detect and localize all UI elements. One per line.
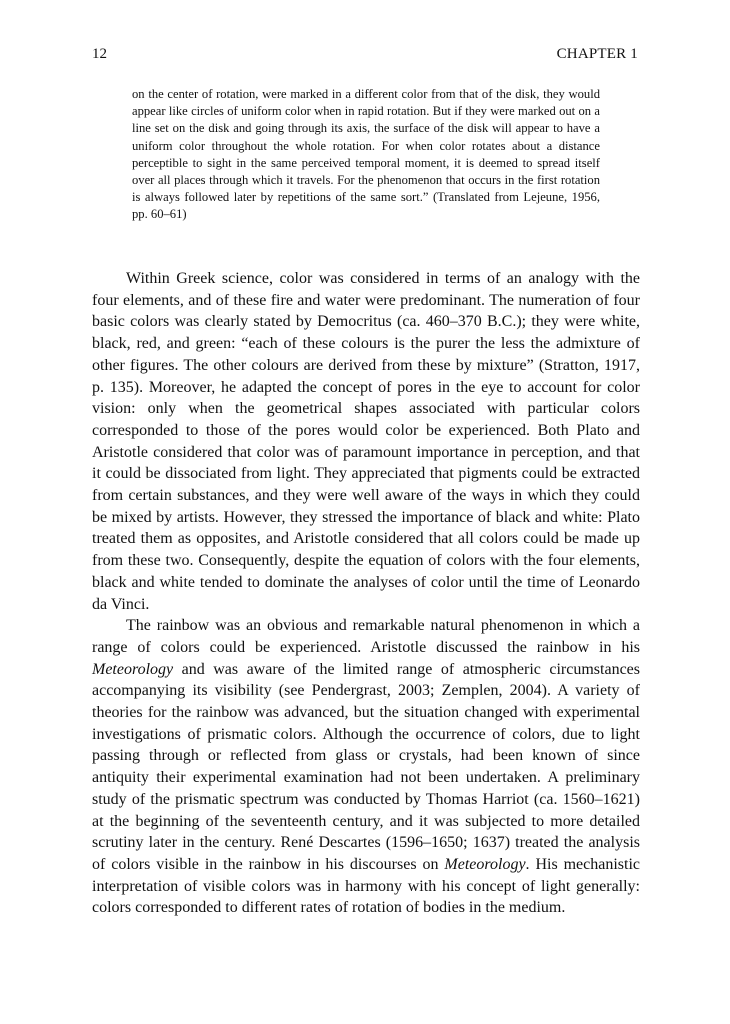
page-number: 12 bbox=[92, 46, 107, 62]
paragraph-rainbow bbox=[92, 615, 640, 919]
paragraph-rainbow-part-3: . His mechanistic interpretation of visible colors was in harmony with his concept of light generally: colors corresponded to different rates of rotation of bodies in the medium. bbox=[92, 855, 641, 917]
block-quote bbox=[132, 86, 600, 224]
paragraph-rainbow-part-2: and was aware of the limited range of atmospheric circumstances accompanying its visibility (see Pendergrast, 2003; Zemplen, 2004). A variety of theories for the rainbow was advanced, but the situation changed with experimental investigations of prismatic colors. Although the occurrence of colors, due to light passing through or reflected from glass or crystals, had been known of since antiquity their experimental examination had not been undertaken. A preliminary study of the prismatic spectrum was conducted by Thomas Harriot (ca. 1560–1621) at the beginning of the seventeenth century, and it was subjected to more detailed scrutiny later in the century. René Descartes (1596–1650; 1637) treated the analysis of colors visible in the rainbow in his discourses on bbox=[92, 660, 640, 873]
running-header bbox=[92, 44, 638, 68]
chapter-label: CHAPTER 1 bbox=[556, 46, 638, 62]
quote-text: on the center of rotation, were marked in a different color from that of the disk, they would appear like circles of uniform color when in rapid rotation. But if they were marked out on a line set on the disk and going through its axis, the surface of the disk will appear to have a uniform color throughout the whole rotation. For when color rotates about a distance perceptible to sight in the same perceived temporal moment, it is deemed to spread itself over all places through which it travels. For the phenomenon that occurs in the first rotation is always followed later by repetitions of the same sort.” (Translated from Lejeune, 1956, pp. 60–61) bbox=[132, 87, 600, 222]
main-text bbox=[92, 268, 640, 919]
meteorology-title-2: Meteorology bbox=[444, 855, 526, 873]
paragraph-greek-science: Within Greek science, color was considered in terms of an analogy with the four elements, and of these fire and water were predominant. The numeration of four basic colors was clearly stated by Democritus (ca. 460–370 B.C.); they were white, black, red, and green: “each of these colours is the purer the less the admixture of other figures. The other colours are derived from these by mixture” (Stratton, 1917, p. 135). Moreover, he adapted the concept of pores in the eye to account for color vision: only when the geometrical shapes associated with particular colors corresponded to those of the pores would color be experienced. Both Plato and Aristotle considered that color was of paramount importance in perception, and that it could be dissociated from light. They appreciated that pigments could be extracted from certain substances, and they were well aware of the ways in which they could be mixed by artists. However, they stressed the importance of black and white: Plato treated them as opposites, and Aristotle considered that all colors could be made up from these two. Consequently, despite the equation of colors with the four elements, black and white tended to dominate the analyses of color until the time of Leonardo da Vinci. bbox=[92, 270, 640, 613]
paragraph-rainbow-part-1: The rainbow was an obvious and remarkable natural phenomenon in which a range of colors could be experienced. Aristotle discussed the rainbow in his bbox=[92, 617, 640, 656]
meteorology-title-1: Meteorology bbox=[92, 660, 174, 678]
